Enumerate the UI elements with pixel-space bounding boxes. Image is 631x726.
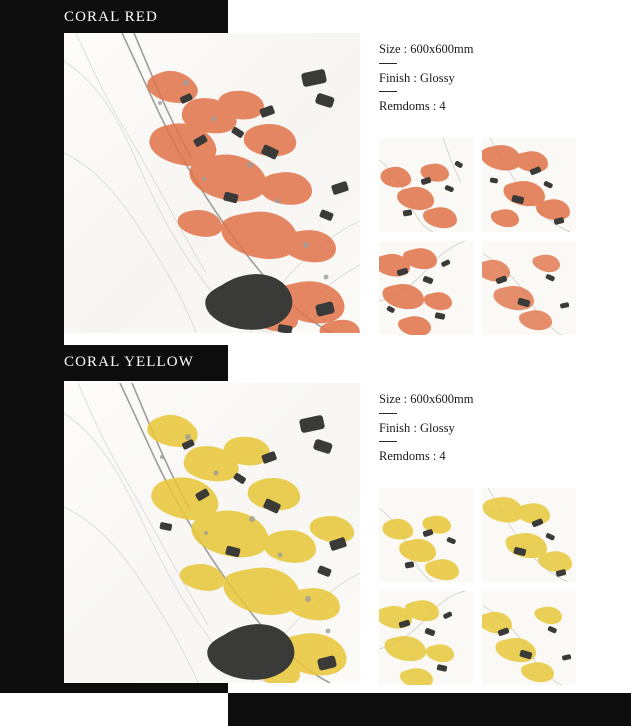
spec-remdoms: Remdoms : 4 bbox=[379, 449, 446, 464]
spec-block-coral-yellow bbox=[379, 392, 579, 470]
thumbnail-4[interactable] bbox=[482, 241, 576, 335]
marble-veins-svg bbox=[379, 488, 473, 582]
spec-divider bbox=[379, 413, 397, 414]
spec-divider bbox=[379, 441, 397, 442]
marble-veins-svg bbox=[482, 241, 576, 335]
thumbnail-1[interactable] bbox=[379, 488, 473, 582]
marble-veins-svg bbox=[64, 383, 360, 683]
thumbnail-3[interactable] bbox=[379, 241, 473, 335]
section-title-coral-red: CORAL RED bbox=[64, 9, 158, 25]
spec-size: Size : 600x600mm bbox=[379, 392, 474, 406]
thumbnail-2[interactable] bbox=[482, 488, 576, 582]
marble-veins-svg bbox=[379, 591, 473, 685]
spec-divider bbox=[379, 63, 397, 64]
thumbnail-2[interactable] bbox=[482, 138, 576, 232]
marble-veins-svg bbox=[64, 33, 360, 333]
section-title-coral-yellow: CORAL YELLOW bbox=[64, 354, 194, 370]
thumbnail-3[interactable] bbox=[379, 591, 473, 685]
main-tile-image-coral-yellow bbox=[64, 383, 360, 683]
marble-veins-svg bbox=[482, 591, 576, 685]
spec-divider bbox=[379, 91, 397, 92]
marble-texture bbox=[64, 33, 360, 333]
marble-veins-svg bbox=[482, 138, 576, 232]
spec-finish: Finish : Glossy bbox=[379, 420, 455, 435]
spec-size: Size : 600x600mm bbox=[379, 42, 474, 56]
marble-veins-svg bbox=[482, 488, 576, 582]
spec-remdoms: Remdoms : 4 bbox=[379, 99, 446, 114]
thumbnail-4[interactable] bbox=[482, 591, 576, 685]
spec-block-coral-red bbox=[379, 42, 579, 120]
footer-black-bar bbox=[228, 693, 631, 726]
spec-finish: Finish : Glossy bbox=[379, 70, 455, 85]
main-tile-image-coral-red bbox=[64, 33, 360, 333]
thumbnail-grid-coral-red bbox=[379, 138, 576, 335]
thumbnail-1[interactable] bbox=[379, 138, 473, 232]
marble-texture bbox=[64, 383, 360, 683]
marble-veins-svg bbox=[379, 138, 473, 232]
marble-veins-svg bbox=[379, 241, 473, 335]
thumbnail-grid-coral-yellow bbox=[379, 488, 576, 685]
